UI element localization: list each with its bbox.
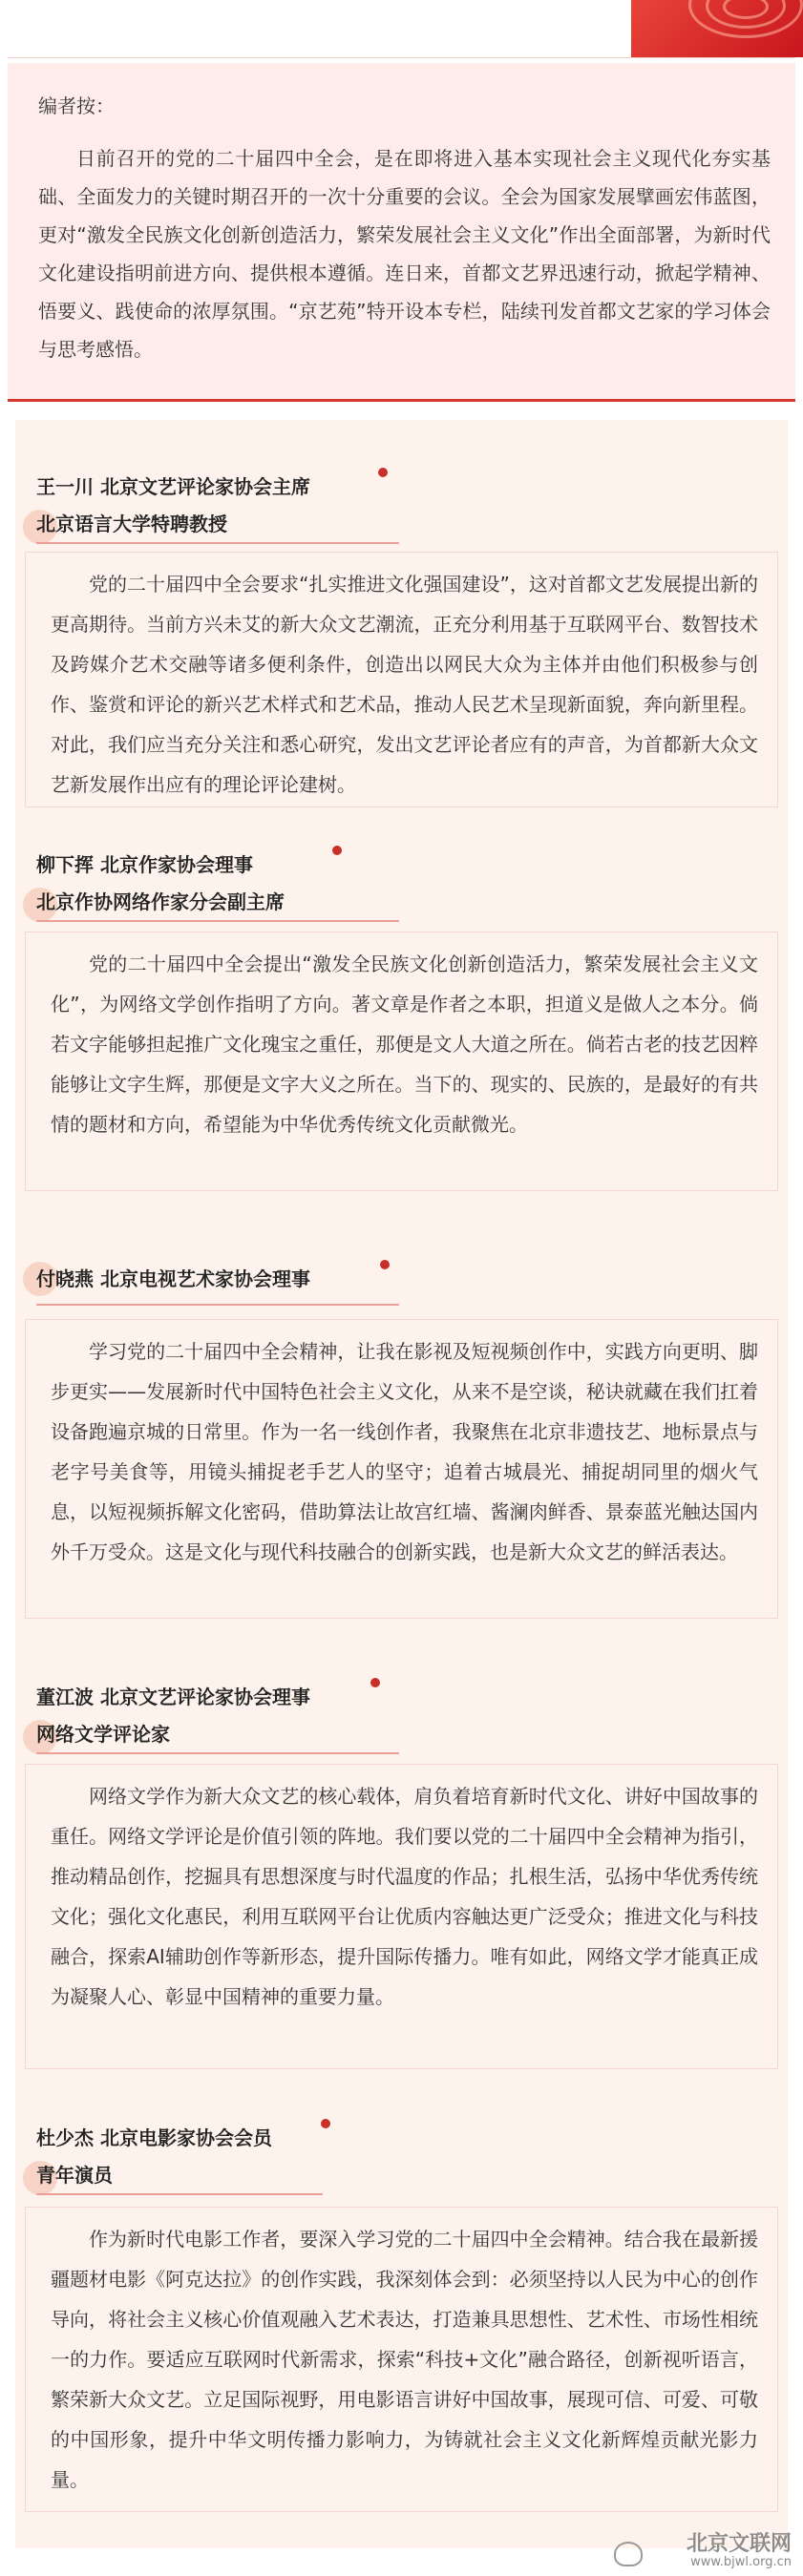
- watermark-url: www.bjwl.org.cn: [690, 2555, 792, 2569]
- author-name: 杜少杰 北京电影家协会会员: [36, 2125, 272, 2151]
- editor-note-text: 日前召开的党的二十届四中全会，是在即将进入基本实现社会主义现代化夯实基础、全面发力的关键时期召开的一次十分重要的会议。全会为国家发展擘画宏伟蓝图，更对“激发全民族文化创新创造活力，繁荣发展社会主义文化”作出全面部署，为新时代文化建设指明前进方向、提供根本遵循。连日来，首都文艺界迅速行动，掀起学精神、悟要义、践使命的浓厚氛围。“京艺苑”特开设本专栏，陆续刊发首都文艺家的学习体会与思考感悟。: [38, 147, 771, 361]
- author-statement: 网络文学作为新大众文艺的核心载体，肩负着培育新时代文化、讲好中国故事的重任。网络文学评论是价值引领的阵地。我们要以党的二十届四中全会精神为指引，推动精品创作，挖掘具有思想深度与时代温度的作品；扎根生活，弘扬中华优秀传统文化；强化文化惠民，利用互联网平台让优质内容触达更广泛受众；推进文化与科技融合，探索AI辅助创作等新形态，提升国际传播力。唯有如此，网络文学才能真正成为凝聚人心、彰显中国精神的重要力量。: [25, 1764, 778, 2069]
- logo-icon: [614, 2542, 643, 2566]
- article-sections: [15, 420, 788, 2548]
- author-statement: 党的二十届四中全会提出“激发全民族文化创新创造活力，繁荣发展社会主义文化”，为网络文学创作指明了方向。著文章是作者之本职，担道义是做人之本分。倘若文字能够担起推广文化瑰宝之重任，那便是文人大道之所在。倘若古老的技艺因粹能够让文字生辉，那便是文字大义之所在。当下的、现实的、民族的，是最好的有共情的题材和方向，希望能为中华优秀传统文化贡献微光。: [25, 932, 778, 1191]
- editor-note-label: 编者按：: [38, 94, 115, 117]
- author-name: 王一川 北京文艺评论家协会主席: [36, 473, 310, 500]
- author-heading: [36, 1684, 310, 1754]
- watermark: [687, 2534, 792, 2570]
- author-name: 柳下挥 北京作家协会理事: [36, 851, 285, 878]
- author-heading: [36, 851, 285, 922]
- author-title-underline: [36, 1298, 310, 1306]
- banner-decoration: [631, 0, 803, 57]
- author-title: 北京语言大学特聘教授: [36, 508, 310, 544]
- author-title: 网络文学评论家: [36, 1718, 310, 1754]
- author-title: 青年演员: [36, 2159, 272, 2195]
- author-heading: [36, 473, 310, 544]
- author-statement: 作为新时代电影工作者，要深入学习党的二十届四中全会精神。结合我在最新援疆题材电影《阿克达拉》的创作实践，我深刻体会到：必须坚持以人民为中心的创作导向，将社会主义核心价值观融入艺术表达，打造兼具思想性、艺术性、市场性相统一的力作。要适应互联网时代新需求，探索“科技+文化”融合路径，创新视听语言，繁荣新大众文艺。立足国际视野，用电影语言讲好中国故事，展现可信、可爱、可敬的中国形象，提升中华文明传播力影响力，为铸就社会主义文化新辉煌贡献光影力量。: [25, 2207, 778, 2512]
- author-name: 付晓燕 北京电视艺术家协会理事: [36, 1266, 310, 1292]
- editor-note: [8, 63, 795, 402]
- author-heading: [36, 2125, 272, 2195]
- top-banner: [0, 0, 803, 57]
- author-name: 董江波 北京文艺评论家协会理事: [36, 1684, 310, 1710]
- watermark-brand: 北京文联网: [686, 2532, 792, 2556]
- author-title: 北京作协网络作家分会副主席: [36, 886, 285, 922]
- author-statement: 学习党的二十届四中全会精神，让我在影视及短视频创作中，实践方向更明、脚步更实——发展新时代中国特色社会主义文化，从来不是空谈，秘诀就藏在我们扛着设备跑遍京城的日常里。作为一名一线创作者，我聚焦在北京非遗技艺、地标景点与老字号美食等，用镜头捕捉老手艺人的坚守；追着古城晨光、捕捉胡同里的烟火气息，以短视频拆解文化密码，借助算法让故宫红墙、酱澜肉鲜香、景泰蓝光触达国内外千万受众。这是文化与现代科技融合的创新实践，也是新大众文艺的鲜活表达。: [25, 1319, 778, 1619]
- author-statement: 党的二十届四中全会要求“扎实推进文化强国建设”，这对首都文艺发展提出新的更高期待。当前方兴未艾的新大众文艺潮流，正充分利用基于互联网平台、数智技术及跨媒介艺术交融等诸多便利条件，创造出以网民大众为主体并由他们积极参与创作、鉴赏和评论的新兴艺术样式和艺术品，推动人民艺术呈现新面貌，奔向新里程。对此，我们应当充分关注和悉心研究，发出文艺评论者应有的声音，为首都新大众文艺新发展作出应有的理论评论建树。: [25, 552, 778, 807]
- author-heading: [36, 1266, 310, 1306]
